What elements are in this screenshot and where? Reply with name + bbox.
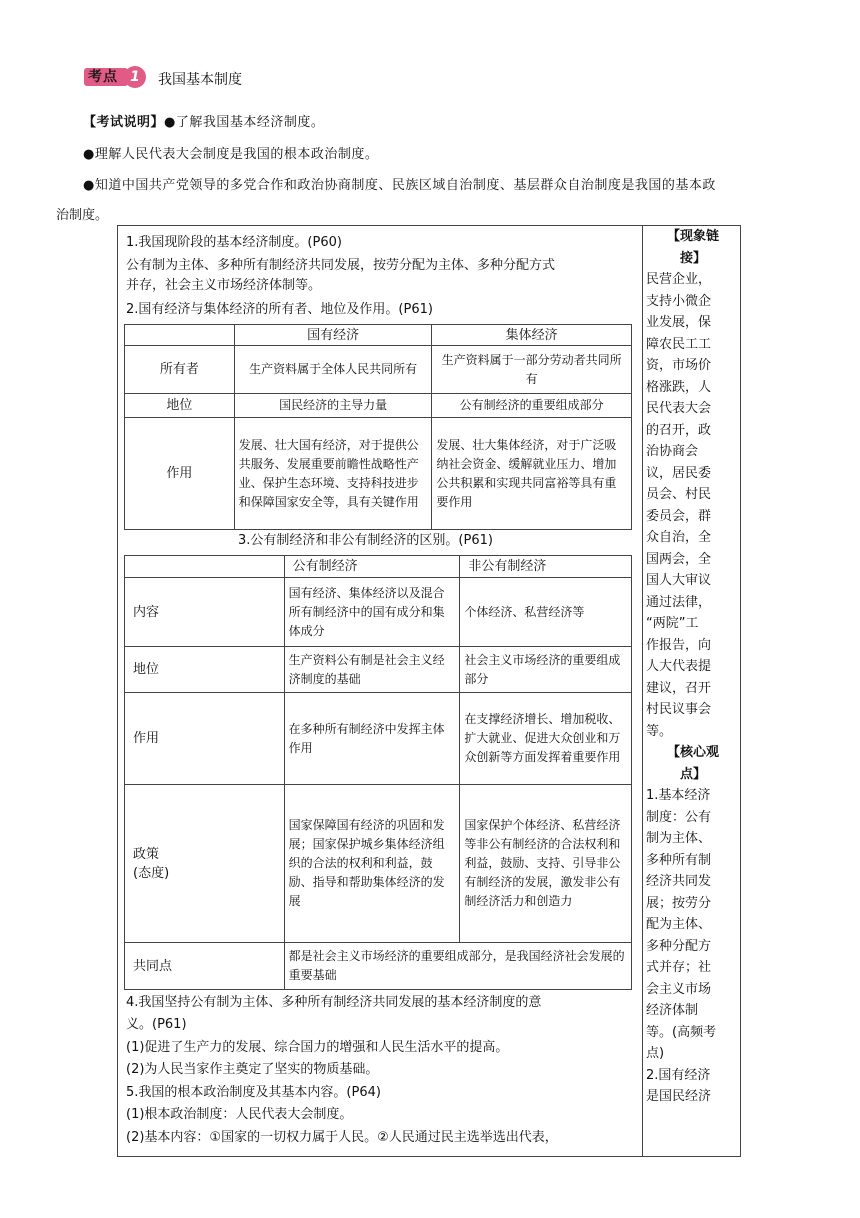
col-header-collective: 集体经济 (432, 325, 632, 346)
section-4-item-2: (2)为人民当家作主奠定了坚实的物质基础。 (126, 1062, 379, 1077)
table-cell: 生产资料属于全体人民共同所有 (234, 346, 432, 394)
side-text-line: 建议，召开 (646, 680, 712, 696)
side-text-line: 点) (646, 1046, 665, 1061)
side-text-line: 多种分配方 (646, 938, 712, 954)
side-text-line: 作报告，向 (646, 637, 712, 653)
side-text-line: 的召开，政 (646, 422, 712, 438)
side-heading-phenomena-cont: 接】 (679, 250, 706, 266)
side-text-line: 1.基本经济 (646, 788, 711, 803)
table-cell: 发展、壮大集体经济，对于广泛吸纳社会资金、缓解就业压力、增加公共积累和实现共同富裕等具有重要作用 (432, 418, 632, 530)
table-cell: 在多种所有制经济中发挥主体作用 (284, 693, 460, 785)
row-header-owner: 所有者 (125, 346, 235, 394)
side-text-line: 等。 (646, 723, 673, 739)
column-divider (642, 225, 643, 1157)
section-5-title: 5.我国的根本政治制度及其基本内容。(P64) (126, 1085, 381, 1100)
side-text-line: 众自治，全 (646, 530, 712, 545)
side-text-line: 制度：公有 (646, 809, 712, 825)
side-text-line: 委员会，群 (646, 508, 712, 524)
table-cell: 国有经济、集体经济以及混合所有制经济中的国有成分和集体成分 (284, 578, 460, 647)
section-5-item-1: (1)根本政治制度：人民代表大会制度。 (126, 1107, 353, 1122)
row-header-status: 地位 (125, 647, 285, 693)
section-1-title: 1.我国现阶段的基本经济制度。(P60) (126, 235, 342, 250)
table-corner (125, 325, 235, 346)
badge-label: 考点 (88, 69, 118, 85)
table-corner (125, 556, 285, 578)
side-text-line: 人大代表提 (646, 659, 712, 674)
section-1-text: 公有制为主体、多种所有制经济共同发展，按劳分配为主体、多种分配方式 (126, 258, 556, 273)
exam-note-2: ●理解人民代表大会制度是我国的根本政治制度。 (83, 147, 379, 162)
side-text-line: 等。(高频考 (646, 1024, 717, 1040)
col-header-public: 公有制经济 (284, 556, 460, 578)
side-heading-phenomena: 【现象链 (666, 229, 719, 244)
exam-note-3-cont: 治制度。 (56, 208, 109, 223)
section-5-item-2: (2)基本内容：①国家的一切权力属于人民。②人民通过民主选举选出代表， (126, 1130, 558, 1145)
col-header-state: 国有经济 (234, 325, 432, 346)
table-cell: 国民经济的主导力量 (234, 394, 432, 418)
section-2-title: 2.国有经济与集体经济的所有者、地位及作用。(P61) (126, 302, 433, 317)
section-4-item-1: (1)促进了生产力的发展、综合国力的增强和人民生活水平的提高。 (126, 1040, 509, 1055)
side-text-line: 员会、村民 (646, 487, 712, 502)
table-cell: 国家保护个体经济、私营经济等非公有制经济的合法权利和利益，鼓励、支持、引导非公有制经济的发展，激发非公有制经济活力和创造力 (460, 785, 632, 943)
side-text-line: 治协商会 (646, 444, 699, 459)
row-header-role: 作用 (125, 418, 235, 530)
table-cell: 国家保障国有经济的巩固和发展；国家保护城乡集体经济组织的合法的权利和利益，鼓励、指导和帮助集体经济的发展 (284, 785, 460, 943)
table-cell: 生产资料属于一部分劳动者共同所有 (432, 346, 632, 394)
row-header-content: 内容 (125, 578, 285, 647)
table-cell: 生产资料公有制是社会主义经济制度的基础 (284, 647, 460, 693)
side-text-line: 民代表大会 (646, 401, 712, 416)
side-text-line: 经济共同发 (646, 874, 712, 889)
table-cell: 都是社会主义市场经济的重要组成部分，是我国经济社会发展的重要基础 (284, 943, 631, 990)
side-text-line: 式并存；社 (646, 960, 712, 975)
table-cell: 公有制经济的重要组成部分 (432, 394, 632, 418)
side-text-line: 业发展，保 (646, 315, 712, 330)
table-cell: 在支撑经济增长、增加税收、扩大就业、促进大众创业和万众创新等方面发挥着重要作用 (460, 693, 632, 785)
side-text-line: 格涨跌，人 (646, 379, 712, 395)
state-collective-table (124, 324, 632, 530)
side-text-line: 村民议事会 (646, 702, 712, 717)
topic-heading: 我国基本制度 (158, 72, 242, 88)
topic-badge (84, 66, 146, 88)
side-text-line: 配为主体、 (646, 917, 712, 932)
section-3-title: 3.公有制经济和非公有制经济的区别。(P61) (238, 533, 493, 548)
table-cell: 发展、壮大国有经济，对于提供公共服务、发展重要前瞻性战略性产业、保护生态环境、支持科技进步和保障国家安全等，具有关键作用 (234, 418, 432, 530)
table-cell: 个体经济、私营经济等 (460, 578, 632, 647)
row-header-role: 作用 (125, 693, 285, 785)
side-text-line: 制为主体、 (646, 831, 712, 846)
badge-number: 1 (124, 66, 146, 88)
table-cell: 社会主义市场经济的重要组成部分 (460, 647, 632, 693)
side-heading-core-cont: 点】 (679, 766, 706, 782)
side-text-line: 障农民工工 (646, 336, 712, 352)
section-4-title-cont: 义。(P61) (126, 1017, 187, 1032)
section-1-text-cont: 并存，社会主义市场经济体制等。 (126, 278, 322, 293)
exam-note-3: ●知道中国共产党领导的多党合作和政治协商制度、民族区域自治制度、基层群众自治制度是我国的基本政 (83, 178, 716, 193)
row-header-status: 地位 (125, 394, 235, 418)
side-text-line: 国两会，全 (646, 551, 712, 567)
side-text-line: 多种所有制 (646, 852, 712, 868)
row-header-common: 共同点 (125, 943, 285, 990)
side-text-line: 支持小微企 (646, 293, 712, 309)
side-heading-core: 【核心观 (666, 745, 719, 760)
side-column (646, 226, 740, 1108)
side-text-line: 资，市场价 (646, 358, 712, 373)
exam-note-1: 【考试说明】●了解我国基本经济制度。 (83, 115, 325, 130)
side-text-line: 是国民经济 (646, 1089, 712, 1104)
side-text-line: 2.国有经济 (646, 1067, 711, 1083)
side-text-line: 展；按劳分 (646, 895, 712, 911)
section-4-title: 4.我国坚持公有制为主体、多种所有制经济共同发展的基本经济制度的意 (126, 995, 542, 1010)
side-text-line: 议，居民委 (646, 465, 712, 481)
side-text-line: 通过法律， (646, 594, 712, 610)
row-header-policy: 政策 (态度) (125, 785, 285, 943)
side-text-line: 民营企业， (646, 272, 712, 287)
col-header-nonpublic: 非公有制经济 (460, 556, 632, 578)
public-nonpublic-table (124, 555, 632, 990)
side-text-line: 经济体制 (646, 1003, 699, 1018)
side-text-line: 会主义市场 (646, 981, 712, 997)
side-text-line: “两院”工 (646, 616, 699, 631)
side-text-line: 国人大审议 (646, 573, 712, 588)
